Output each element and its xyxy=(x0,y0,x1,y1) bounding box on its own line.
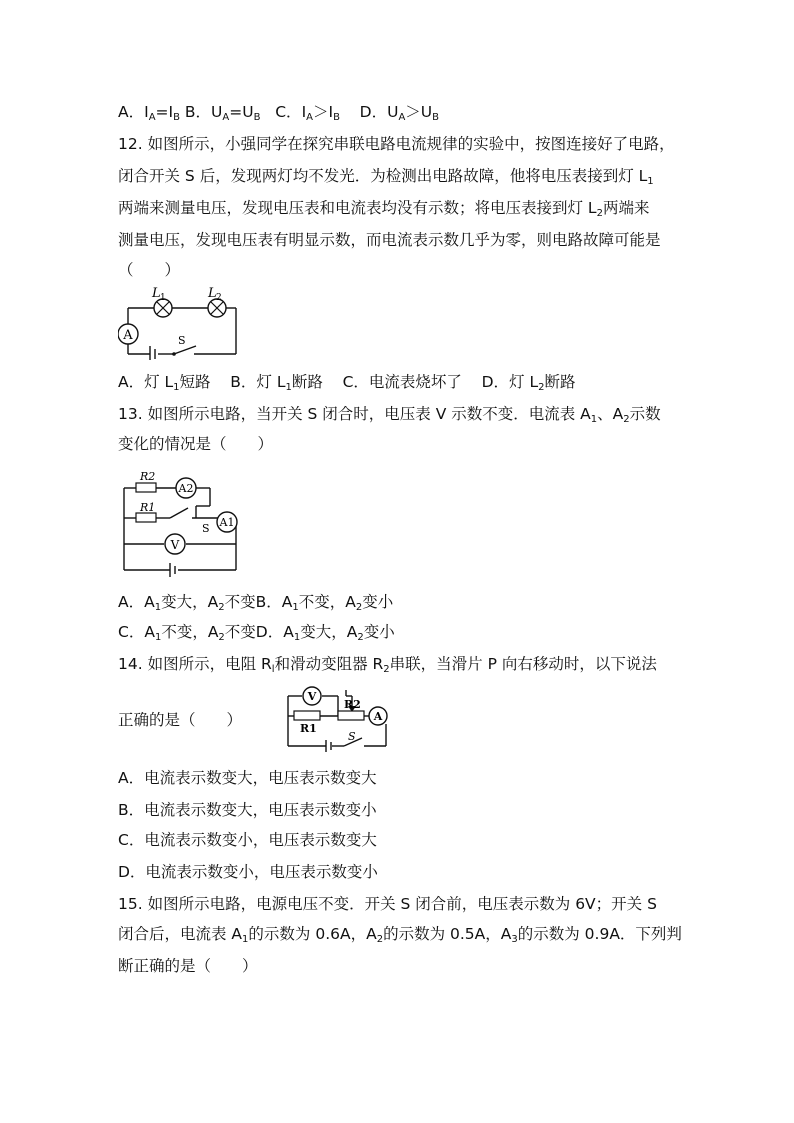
q14-line-1: 14. 如图所示，电阻 $R_l$和滑动变阻器 $R_2$串联，当滑片 P 向右移动时，以下说法 xyxy=(118,655,657,675)
rheostat-r2-icon xyxy=(338,711,364,720)
resistor-r2-icon xyxy=(136,483,156,492)
svg-text:R2: R2 xyxy=(140,470,156,483)
q11-options: A．$I_A=I_B$ B．$U_A=U_B$ C．$I_A>I_B$ D．$U_A>U_B$ xyxy=(118,103,440,123)
svg-text:S: S xyxy=(348,730,356,743)
q13-options-2: C．$A_1$不变，$A_2$不变D．$A_1$变大，$A_2$变小 xyxy=(118,623,395,643)
svg-text:S: S xyxy=(202,522,210,535)
svg-text:R1: R1 xyxy=(140,501,156,514)
q14-option-c: C．电流表示数变小，电压表示数变大 xyxy=(118,831,377,849)
q13-line-1: 13. 如图所示电路，当开关 S 闭合时，电压表 V 示数不变．电流表 $A_1$、$A_2$示数 xyxy=(118,405,661,425)
q12-options: A．灯 $L_1$短路 B．灯 $L_1$断路 C．电流表烧坏了 D．灯 $L_2$断路 xyxy=(118,373,576,393)
q12-line-1: 12. 如图所示，小强同学在探究串联电路电流规律的实验中，按图连接好了电路， xyxy=(118,135,675,153)
ammeter-a1-icon xyxy=(217,512,237,532)
q14-line-2: 正确的是（ ） xyxy=(118,711,243,729)
q12-line-5: （ ） xyxy=(118,261,181,279)
q13-circuit-diagram xyxy=(118,470,243,578)
q15-line-3: 断正确的是（ ） xyxy=(118,957,258,975)
svg-text:A1: A1 xyxy=(219,516,235,529)
ammeter-icon xyxy=(369,707,387,725)
q12-line-3: 两端来测量电压，发现电压表和电流表均没有示数；将电压表接到灯 $L_2$两端来 xyxy=(118,199,650,219)
q12-line-2: 闭合开关 S 后，发现两灯均不发光．为检测出电路故障，他将电压表接到灯 $L_1$ xyxy=(118,167,654,187)
resistor-r1-icon xyxy=(294,711,320,720)
q14-option-d: D．电流表示数变小，电压表示数变小 xyxy=(118,863,378,881)
svg-text:A2: A2 xyxy=(178,482,194,495)
q14-option-a: A．电流表示数变大，电压表示数变大 xyxy=(118,769,377,787)
svg-text:R2: R2 xyxy=(344,698,361,711)
svg-text:V: V xyxy=(170,538,180,552)
svg-text:L: L xyxy=(208,286,217,301)
voltmeter-icon xyxy=(165,534,185,554)
svg-text:L: L xyxy=(152,286,161,301)
q14-circuit-diagram xyxy=(282,686,397,752)
svg-text:A: A xyxy=(123,328,133,343)
q13-options-1: A．$A_1$变大，$A_2$不变B．$A_1$不变，$A_2$变小 xyxy=(118,593,394,613)
svg-text:2: 2 xyxy=(216,293,222,303)
svg-text:A: A xyxy=(373,710,383,723)
q12-circuit-diagram xyxy=(118,282,243,360)
resistor-r1-icon xyxy=(136,513,156,522)
voltmeter-icon xyxy=(303,687,321,705)
svg-text:R1: R1 xyxy=(300,722,317,735)
svg-text:1: 1 xyxy=(160,293,166,303)
svg-text:V: V xyxy=(307,690,317,703)
q14-option-b: B．电流表示数变大，电压表示数变小 xyxy=(118,801,377,819)
q15-line-2: 闭合后，电流表 $A_1$的示数为 0.6A，$A_2$的示数为 0.5A，$A_3$的示数为 0.9A．下列判 xyxy=(118,925,682,945)
ammeter-icon xyxy=(118,324,138,344)
q12-line-4: 测量电压，发现电压表有明显示数，而电流表示数几乎为零，则电路故障可能是 xyxy=(118,231,661,249)
ammeter-a2-icon xyxy=(176,478,196,498)
q15-line-1: 15. 如图所示电路，电源电压不变．开关 S 闭合前，电压表示数为 6V；开关 S xyxy=(118,895,657,913)
svg-text:S: S xyxy=(178,334,186,347)
q13-line-2: 变化的情况是（ ） xyxy=(118,435,274,453)
